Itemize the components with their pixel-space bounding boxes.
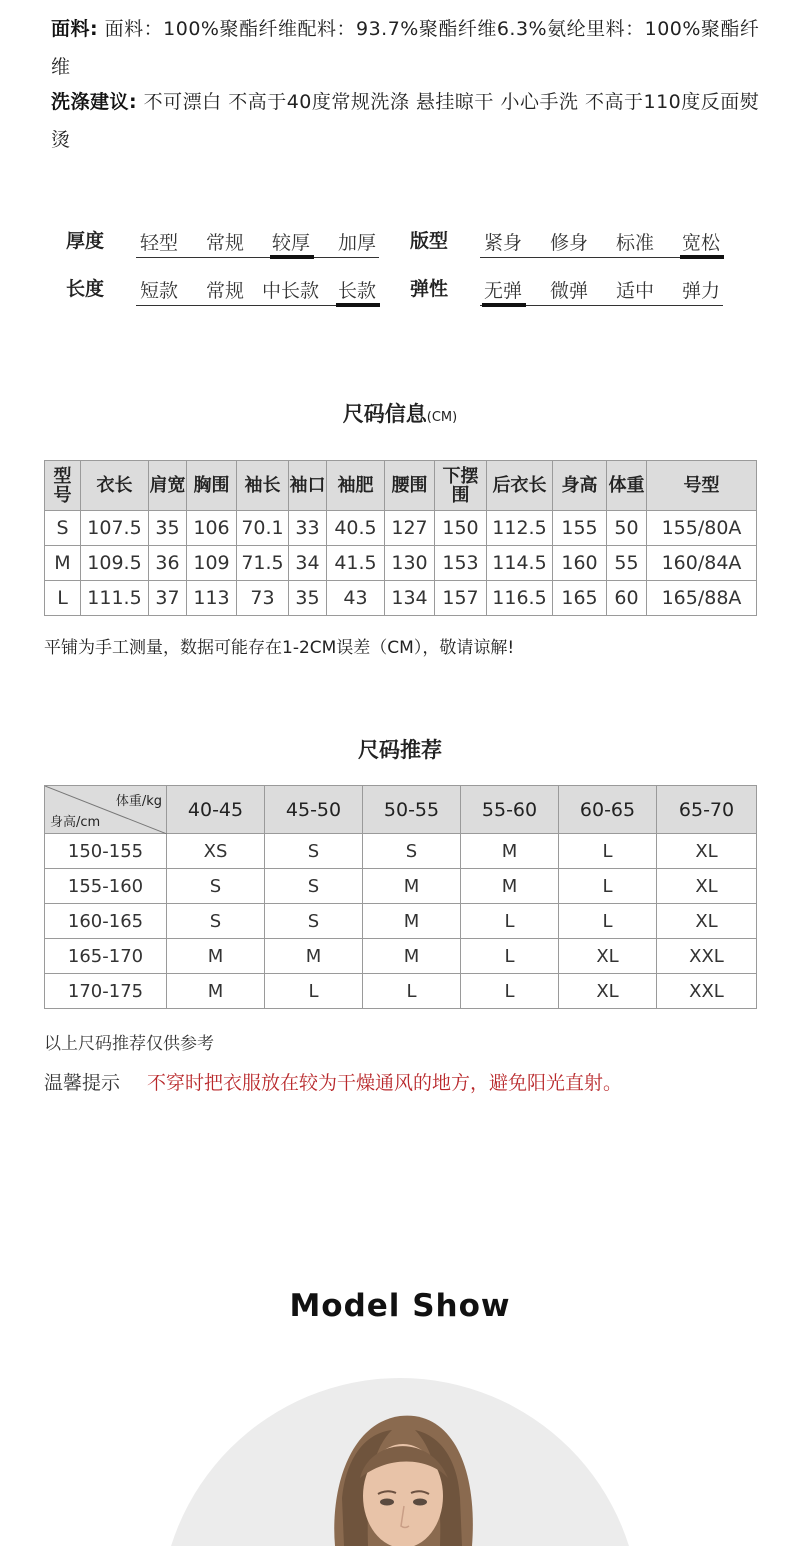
table-cell: 35 (149, 511, 187, 546)
table-row (45, 869, 757, 904)
fit-option: 修身 (550, 232, 589, 254)
corner-cell (45, 786, 167, 834)
table-cell: 70.1 (237, 511, 289, 546)
table-cell: 106 (187, 511, 237, 546)
table-cell: L (363, 974, 461, 1009)
fit-label: 版型 (410, 230, 449, 252)
table-cell: 150 (435, 511, 487, 546)
column-header: 体重 (607, 461, 647, 511)
table-cell: M (363, 869, 461, 904)
table-cell: XL (559, 939, 657, 974)
thickness-selected-marker (270, 255, 314, 259)
table-cell: 165/88A (647, 581, 757, 616)
table-cell: M (167, 974, 265, 1009)
size-info-note: 平铺为手工测量，数据可能存在1-2CM误差（CM），敬请谅解! (44, 638, 515, 658)
height-cell: 160-165 (45, 904, 167, 939)
table-cell: S (265, 834, 363, 869)
fit-option-selected: 宽松 (682, 232, 721, 254)
column-header: 65-70 (657, 786, 757, 834)
table-cell: 127 (385, 511, 435, 546)
table-cell: 43 (327, 581, 385, 616)
table-cell: 33 (289, 511, 327, 546)
column-header: 型号 (45, 461, 81, 511)
table-cell: L (559, 904, 657, 939)
table-cell: 153 (435, 546, 487, 581)
table-cell: L (45, 581, 81, 616)
table-cell: 41.5 (327, 546, 385, 581)
table-cell: S (265, 904, 363, 939)
column-header: 50-55 (363, 786, 461, 834)
table-cell: L (461, 904, 559, 939)
table-cell: 35 (289, 581, 327, 616)
column-header: 下摆围 (435, 461, 487, 511)
length-option: 中长款 (262, 280, 320, 302)
table-cell: 160/84A (647, 546, 757, 581)
thickness-option: 轻型 (140, 232, 179, 254)
column-header: 胸围 (187, 461, 237, 511)
length-option: 常规 (206, 280, 245, 302)
table-cell: XL (657, 904, 757, 939)
table-row (45, 546, 757, 581)
size-info-title: 尺码信息(CM) (342, 402, 458, 426)
fabric-label: 面料: (51, 18, 99, 40)
table-cell: 130 (385, 546, 435, 581)
table-cell: 109 (187, 546, 237, 581)
table-cell: M (363, 939, 461, 974)
table-cell: M (45, 546, 81, 581)
column-header: 45-50 (265, 786, 363, 834)
table-cell: M (461, 869, 559, 904)
table-row (45, 834, 757, 869)
table-row (45, 974, 757, 1009)
table-cell: S (167, 869, 265, 904)
size-rec-note: 以上尺码推荐仅供参考 (44, 1034, 214, 1054)
table-cell: M (461, 834, 559, 869)
table-cell: M (265, 939, 363, 974)
table-cell: M (363, 904, 461, 939)
table-cell: 55 (607, 546, 647, 581)
table-cell: 71.5 (237, 546, 289, 581)
corner-weight-label: 体重/kg (115, 794, 162, 809)
table-cell: 107.5 (81, 511, 149, 546)
column-header: 袖口 (289, 461, 327, 511)
table-cell: 109.5 (81, 546, 149, 581)
table-cell: 134 (385, 581, 435, 616)
model-show-title: Model Show (289, 1288, 511, 1324)
table-cell: 111.5 (81, 581, 149, 616)
table-row (45, 939, 757, 974)
length-option-selected: 长款 (338, 280, 377, 302)
table-cell: XL (559, 974, 657, 1009)
table-cell: 116.5 (487, 581, 553, 616)
length-selected-marker (336, 303, 380, 307)
fit-option: 标准 (616, 232, 655, 254)
length-option: 短款 (140, 280, 179, 302)
table-cell: XS (167, 834, 265, 869)
table-cell: L (559, 869, 657, 904)
model-photo (160, 1378, 640, 1546)
elasticity-option: 适中 (616, 280, 655, 302)
column-header: 腰围 (385, 461, 435, 511)
table-cell: XXL (657, 939, 757, 974)
table-cell: 155 (553, 511, 607, 546)
size-rec-title: 尺码推荐 (358, 738, 442, 762)
column-header: 袖长 (237, 461, 289, 511)
thickness-option-selected: 较厚 (272, 232, 311, 254)
column-header: 身高 (553, 461, 607, 511)
table-cell: 165 (553, 581, 607, 616)
table-cell: XL (657, 869, 757, 904)
tip-label: 温馨提示 (44, 1072, 121, 1094)
table-row (45, 581, 757, 616)
table-cell: 114.5 (487, 546, 553, 581)
height-cell: 170-175 (45, 974, 167, 1009)
table-cell: 112.5 (487, 511, 553, 546)
length-label: 长度 (66, 278, 105, 300)
table-cell: L (265, 974, 363, 1009)
elasticity-option: 微弹 (550, 280, 589, 302)
wash-label: 洗涤建议: (51, 91, 138, 113)
elasticity-selected-marker (482, 303, 526, 307)
tip-text: 不穿时把衣服放在较为干燥通风的地方，避免阳光直射。 (147, 1072, 623, 1094)
table-cell: 40.5 (327, 511, 385, 546)
table-cell: 50 (607, 511, 647, 546)
wash-info (51, 83, 771, 159)
table-row (45, 904, 757, 939)
fit-selected-marker (680, 255, 724, 259)
thickness-label: 厚度 (66, 230, 105, 252)
column-header: 袖肥 (327, 461, 385, 511)
height-cell: 150-155 (45, 834, 167, 869)
thickness-underline (136, 257, 379, 258)
table-cell: M (167, 939, 265, 974)
column-header: 55-60 (461, 786, 559, 834)
column-header: 后衣长 (487, 461, 553, 511)
elasticity-option-selected: 无弹 (484, 280, 523, 302)
column-header: 40-45 (167, 786, 265, 834)
size-info-table (44, 460, 757, 616)
size-rec-header-row (45, 786, 757, 834)
table-cell: S (45, 511, 81, 546)
elasticity-label: 弹性 (410, 278, 449, 300)
column-header: 60-65 (559, 786, 657, 834)
table-cell: 37 (149, 581, 187, 616)
height-cell: 155-160 (45, 869, 167, 904)
wash-text: 不可漂白 不高于40度常规洗涤 悬挂晾干 小心手洗 不高于110度反面熨烫 (51, 91, 760, 151)
column-header: 衣长 (81, 461, 149, 511)
elasticity-option: 弹力 (682, 280, 721, 302)
table-cell: L (559, 834, 657, 869)
table-cell: XXL (657, 974, 757, 1009)
table-cell: 160 (553, 546, 607, 581)
model-portrait-image (160, 1378, 640, 1546)
corner-height-label: 身高/cm (50, 815, 101, 830)
table-cell: 34 (289, 546, 327, 581)
table-cell: S (167, 904, 265, 939)
table-cell: 157 (435, 581, 487, 616)
thickness-option: 常规 (206, 232, 245, 254)
table-cell: 113 (187, 581, 237, 616)
table-cell: L (461, 974, 559, 1009)
table-row (45, 511, 757, 546)
fabric-info (51, 10, 771, 86)
column-header: 号型 (647, 461, 757, 511)
table-cell: 73 (237, 581, 289, 616)
table-cell: L (461, 939, 559, 974)
table-cell: XL (657, 834, 757, 869)
table-cell: S (363, 834, 461, 869)
column-header: 肩宽 (149, 461, 187, 511)
table-cell: 36 (149, 546, 187, 581)
table-cell: 155/80A (647, 511, 757, 546)
size-rec-table (44, 785, 757, 1009)
fit-option: 紧身 (484, 232, 523, 254)
size-info-unit: (CM) (426, 410, 458, 425)
table-cell: 60 (607, 581, 647, 616)
height-cell: 165-170 (45, 939, 167, 974)
thickness-option: 加厚 (338, 232, 377, 254)
fabric-text: 面料：100%聚酯纤维配料：93.7%聚酯纤维6.3%氨纶里料：100%聚酯纤维 (51, 18, 760, 78)
size-info-header-row (45, 461, 757, 511)
table-cell: S (265, 869, 363, 904)
